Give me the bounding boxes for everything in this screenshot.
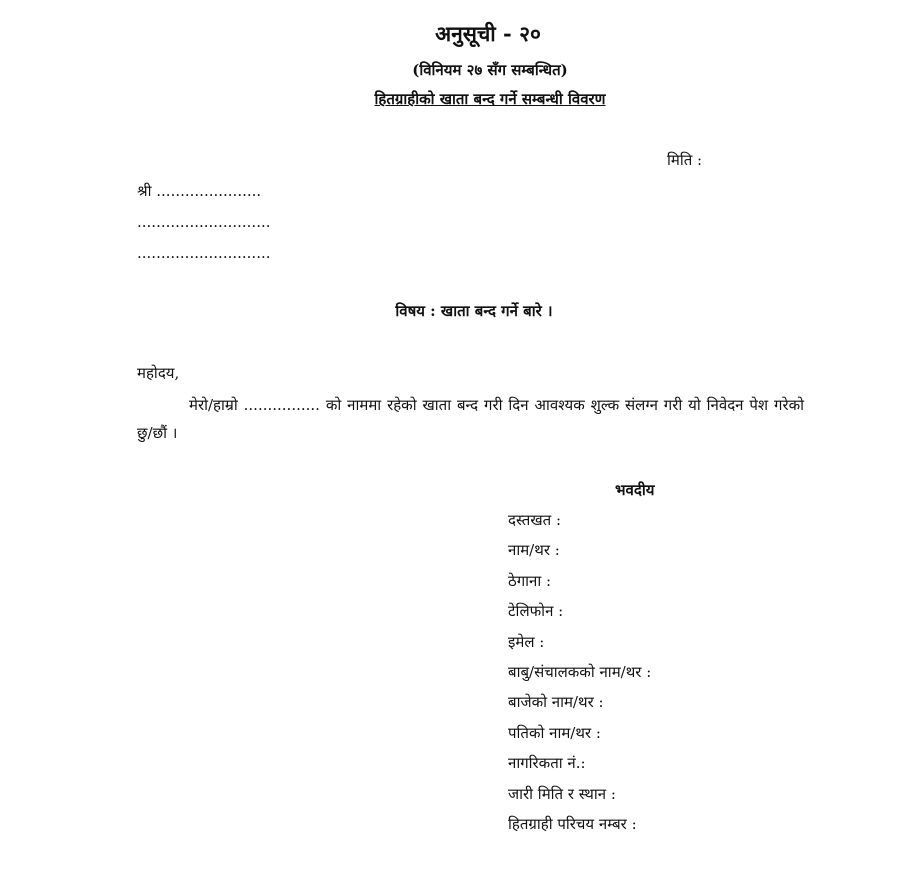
field-beneficiary-id: हितग्राही परिचय नम्बर :	[508, 814, 637, 833]
document-title: अनुसूची - २०	[435, 21, 541, 46]
field-email: इमेल :	[508, 632, 545, 651]
salutation: महोदय,	[137, 364, 180, 382]
closing-signoff: भवदीय	[615, 481, 655, 499]
document-subtitle: (विनियम २७ सँग सम्बन्धित)	[412, 61, 568, 79]
field-telephone: टेलिफोन :	[508, 602, 564, 621]
signature-fields-list	[508, 509, 651, 843]
address-line: श्री ......................	[137, 182, 262, 200]
field-father-or-director-name: बाबु/संचालकको नाम/थर :	[508, 662, 652, 681]
subject-line: विषय : खाता बन्द गर्ने बारे ।	[395, 302, 553, 320]
field-name: नाम/थर :	[508, 541, 560, 560]
address-line: ............................	[137, 244, 271, 262]
field-address: ठेगाना :	[508, 571, 552, 590]
field-issue-date-place: जारी मिति र स्थान :	[508, 784, 616, 803]
field-husband-name: पतिको नाम/थर :	[508, 723, 601, 742]
address-line: ............................	[137, 213, 271, 231]
field-signature: दस्तखत :	[508, 511, 561, 529]
date-label: मिति :	[667, 151, 703, 169]
document-heading: हितग्राहीको खाता बन्द गर्ने सम्बन्धी विवरण	[374, 90, 606, 108]
body-paragraph: मेरो/हाम्रो ................ को नाममा रहेको खाता बन्द गरी दिन आवश्यक शुल्क संलग्न गरी यो निवेदन पेश गरेको छु/छौं ।	[137, 396, 804, 442]
field-grandfather-name: बाजेको नाम/थर :	[508, 693, 604, 712]
field-citizenship-number: नागरिकता नं.:	[508, 754, 586, 773]
